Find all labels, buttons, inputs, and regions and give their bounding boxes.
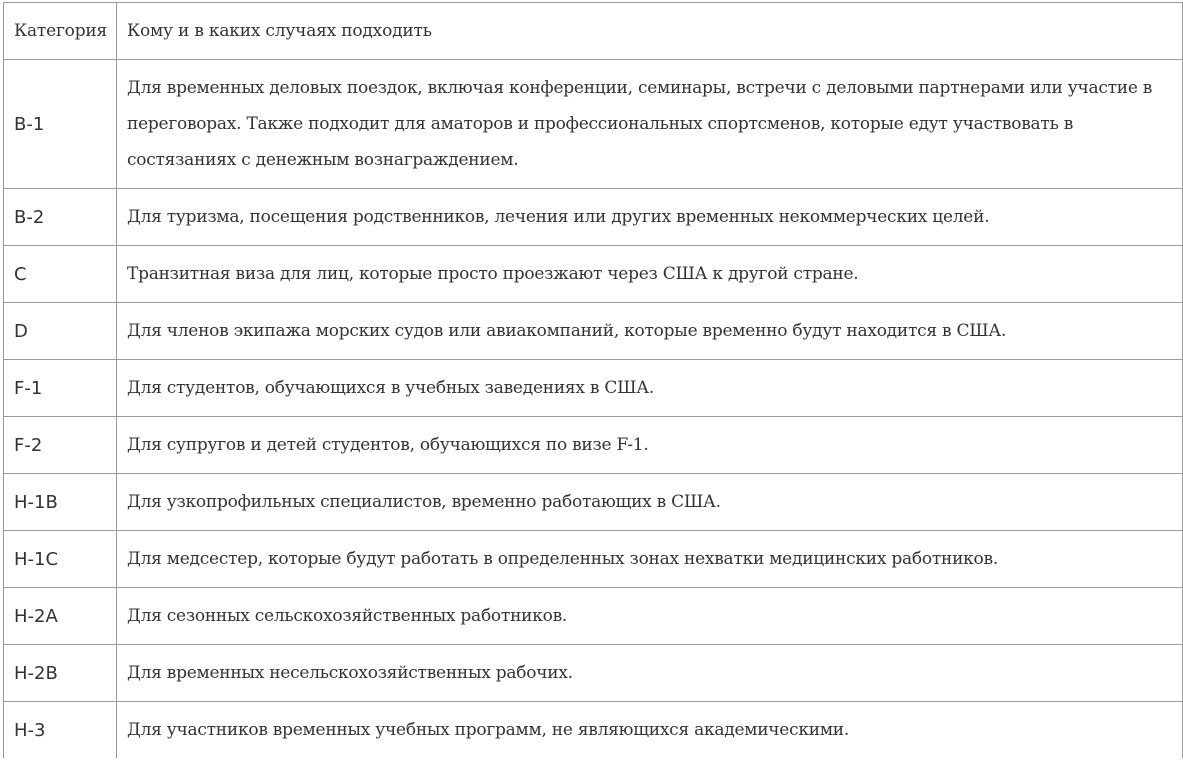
category-cell: B-1 (4, 60, 117, 189)
description-cell: Для студентов, обучающихся в учебных заведениях в США. (117, 360, 1183, 417)
table-row (4, 474, 1183, 531)
table-row (4, 60, 1183, 189)
description-cell: Для узкопрофильных специалистов, временно работающих в США. (117, 474, 1183, 531)
table-row (4, 702, 1183, 759)
category-cell: H-2A (4, 588, 117, 645)
description-cell: Для членов экипажа морских судов или авиакомпаний, которые временно будут находится в США. (117, 303, 1183, 360)
category-cell: B-2 (4, 189, 117, 246)
table-row (4, 531, 1183, 588)
table-row (4, 360, 1183, 417)
description-cell: Для участников временных учебных программ, не являющихся академическими. (117, 702, 1183, 759)
category-cell: H-2B (4, 645, 117, 702)
category-cell: C (4, 246, 117, 303)
header-description: Кому и в каких случаях подходить (117, 3, 1183, 60)
table-row (4, 588, 1183, 645)
description-cell: Для медсестер, которые будут работать в определенных зонах нехватки медицинских работников. (117, 531, 1183, 588)
table-row (4, 303, 1183, 360)
description-cell: Для сезонных сельскохозяйственных работников. (117, 588, 1183, 645)
description-cell: Для супругов и детей студентов, обучающихся по визе F-1. (117, 417, 1183, 474)
table-row (4, 645, 1183, 702)
description-cell: Транзитная виза для лиц, которые просто проезжают через США к другой стране. (117, 246, 1183, 303)
table-row (4, 417, 1183, 474)
description-cell: Для временных деловых поездок, включая конференции, семинары, встречи с деловыми партнерами или участие в переговорах. Также подходит для аматоров и профессиональных спортсменов, которые едут участвовать в состязаниях с денежным вознаграждением. (117, 60, 1183, 189)
category-cell: H-3 (4, 702, 117, 759)
category-cell: F-2 (4, 417, 117, 474)
category-cell: H-1B (4, 474, 117, 531)
description-cell: Для туризма, посещения родственников, лечения или других временных некоммерческих целей. (117, 189, 1183, 246)
visa-categories-table (3, 2, 1183, 758)
category-cell: F-1 (4, 360, 117, 417)
category-cell: H-1C (4, 531, 117, 588)
category-cell: D (4, 303, 117, 360)
table-row (4, 189, 1183, 246)
description-cell: Для временных несельскохозяйственных рабочих. (117, 645, 1183, 702)
table-header-row (4, 3, 1183, 60)
table-row (4, 246, 1183, 303)
header-category: Категория (4, 3, 117, 60)
